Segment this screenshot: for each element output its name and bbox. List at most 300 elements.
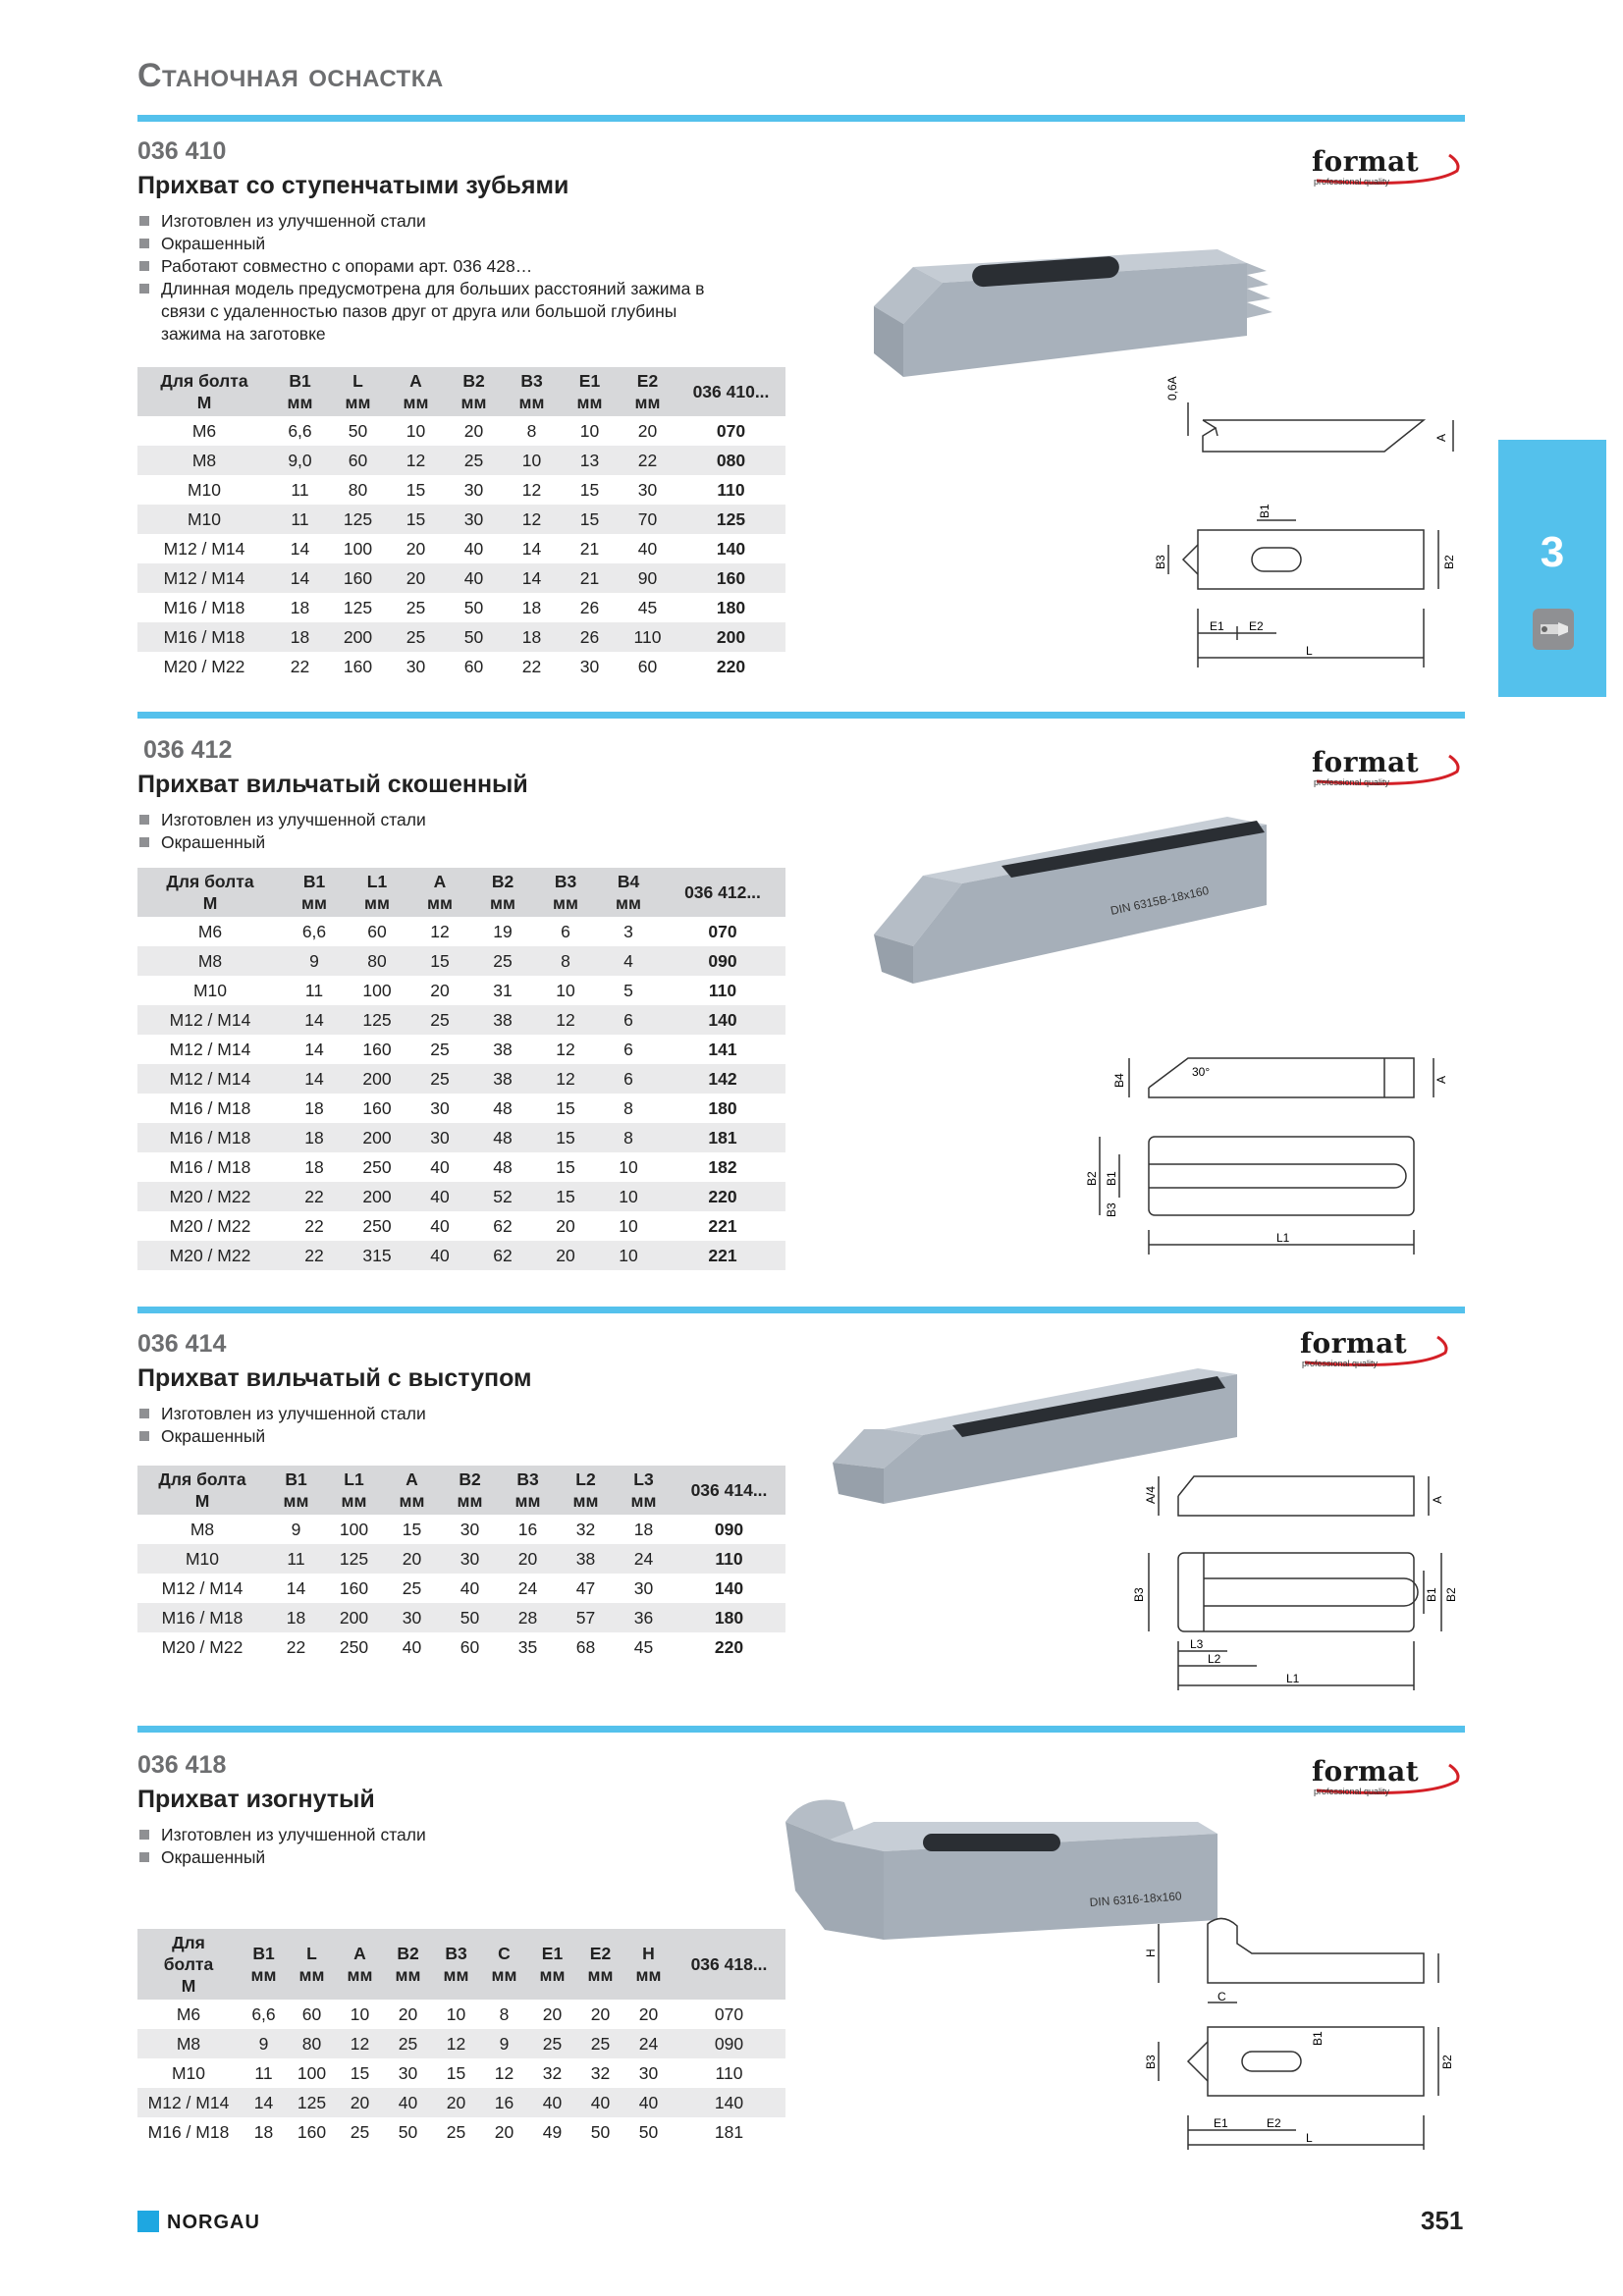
table-cell: M20 / M22 [137,1182,283,1211]
table-cell: 40 [408,1241,471,1270]
logo-subtitle: professional quality [1314,777,1390,787]
table-cell: 22 [304,1215,324,1236]
table-cell: 80 [348,479,368,500]
table-cell: 40 [408,1182,471,1211]
table-row [137,1544,785,1574]
table-cell: 14 [521,538,542,559]
table-cell: 110 [619,622,676,652]
table-cell: M12 / M14 [161,1577,243,1598]
col-header: B1 мм [271,367,329,416]
table-cell: 14 [283,1064,346,1094]
order-code-cell: 140 [660,1005,785,1035]
table-cell: 200 [346,1123,408,1152]
feature-item: Изготовлен из улучшенной стали [137,210,727,233]
table-cell: 10 [619,1156,638,1177]
table-cell: M10 [137,505,271,534]
logo-subtitle: professional quality [1314,1787,1390,1796]
table-row [137,2058,785,2088]
article-number: 036 412 [143,736,233,764]
table-cell: 18 [521,597,542,617]
col-header: L1 мм [346,868,408,917]
table-cell: 15 [350,2062,370,2083]
table-row [137,1094,785,1123]
table-cell: M20 / M22 [161,1636,243,1657]
order-code-cell: 070 [716,420,746,441]
table-cell: 5 [623,980,633,1000]
table-row [137,917,785,946]
table-cell: 9 [291,1519,301,1539]
order-code-cell: 140 [716,538,746,559]
col-header: Для болта М [137,1929,240,2000]
col-header: B2 мм [384,1929,432,2000]
table-cell: 30 [441,1544,499,1574]
order-code-cell: 125 [676,505,785,534]
svg-text:B1: B1 [1258,504,1271,518]
col-header: L2 мм [557,1466,615,1515]
product-section-036412 [137,736,1512,854]
order-code-cell: 070 [708,921,737,941]
table-cell: 25 [471,946,534,976]
table-cell: 20 [494,2121,514,2142]
table-cell: M20 / M22 [137,1241,283,1270]
table-cell: M10 [137,1544,267,1574]
table-row [137,1123,785,1152]
table-cell: 6,6 [301,921,327,941]
table-row [137,1603,785,1632]
table-cell: 315 [346,1241,408,1270]
svg-text:DIN 6315B-18x160: DIN 6315B-18x160 [1109,883,1211,918]
table-row [137,446,785,475]
col-header-code: 036 410... [676,367,785,416]
table-cell: 40 [445,563,503,593]
table-cell: M12 / M14 [137,2088,240,2117]
feature-list [137,809,1512,854]
col-header: E1 мм [561,367,619,416]
table-cell: 160 [362,1039,392,1059]
format-logo [1300,1327,1457,1376]
table-cell: 60 [329,446,387,475]
chapter-number: 3 [1540,528,1565,576]
table-row [137,593,785,622]
table-cell: 60 [460,1636,480,1657]
table-cell: 15 [561,505,619,534]
svg-text:B2: B2 [1444,1587,1458,1602]
table-cell: 21 [561,563,619,593]
table-cell: 12 [503,505,561,534]
table-cell: 25 [446,2121,466,2142]
col-header: L1 мм [325,1466,383,1515]
table-cell: 200 [329,622,387,652]
col-header: B3 мм [499,1466,557,1515]
table-cell: 15 [556,1156,575,1177]
svg-text:L: L [1306,644,1313,658]
table-cell: 6,6 [251,2003,276,2024]
table-cell: 19 [493,921,513,941]
logo-word: format [1300,1327,1408,1360]
table-cell: 40 [463,538,484,559]
col-header: A мм [387,367,445,416]
order-code-cell: 200 [676,622,785,652]
col-header: E2 мм [576,1929,624,2000]
table-cell: 38 [471,1064,534,1094]
table-cell: 36 [615,1603,673,1632]
table-cell: 25 [445,446,503,475]
svg-text:L2: L2 [1208,1652,1221,1666]
table-cell: 50 [441,1603,499,1632]
order-code-cell: 180 [708,1097,737,1118]
table-cell: 10 [350,2003,370,2024]
table-cell: M20 / M22 [163,656,245,676]
table-cell: 35 [517,1636,538,1657]
table-cell: 30 [460,1519,480,1539]
table-cell: 20 [398,2003,418,2024]
table-cell: 10 [597,1182,660,1211]
table-cell: M16 / M18 [137,1603,267,1632]
table-cell: 20 [387,563,445,593]
table-cell: 30 [463,479,484,500]
table-cell: 11 [291,479,309,500]
col-header-code: 036 418... [673,1929,785,2000]
order-code-cell: 080 [676,446,785,475]
table-cell: 160 [297,2121,327,2142]
col-header: C мм [480,1929,528,2000]
table-cell: 15 [534,1182,597,1211]
col-header: B3 мм [503,367,561,416]
table-cell: 6 [597,1005,660,1035]
table-row [137,1035,785,1064]
table-cell: M8 [137,946,283,976]
table-cell: 10 [556,980,575,1000]
section-divider [137,712,1465,719]
order-code-cell: 090 [714,1519,744,1539]
format-logo [1312,1755,1469,1804]
table-cell: 20 [637,420,658,441]
table-cell: 25 [430,1039,450,1059]
table-cell: 200 [325,1603,383,1632]
table-cell: 8 [623,1097,633,1118]
table-cell: 20 [406,538,426,559]
table-cell: 250 [362,1215,392,1236]
svg-text:B1: B1 [1105,1171,1118,1186]
table-cell: M10 [187,479,222,500]
svg-text:B3: B3 [1105,1202,1118,1217]
table-cell: 6 [597,1064,660,1094]
table-cell: 20 [430,980,450,1000]
table-cell: 15 [406,479,426,500]
table-cell: 40 [576,2088,624,2117]
table-cell: 16 [480,2088,528,2117]
svg-text:L1: L1 [1286,1672,1300,1685]
table-cell: 4 [597,946,660,976]
article-number: 036 410 [137,137,227,165]
table-cell: 15 [408,946,471,976]
spec-table-036410 [137,367,785,681]
svg-text:B1: B1 [1425,1587,1438,1602]
svg-text:B3: B3 [1144,2055,1158,2069]
order-code-cell: 160 [676,563,785,593]
table-cell: 68 [575,1636,596,1657]
table-cell: 160 [329,563,387,593]
table-row [137,946,785,976]
table-cell: 70 [619,505,676,534]
table-cell: 30 [383,1603,441,1632]
table-cell: 30 [408,1123,471,1152]
table-cell: 14 [503,563,561,593]
table-cell: 30 [430,1097,450,1118]
table-cell: 20 [383,1544,441,1574]
table-cell: M20 / M22 [169,1215,251,1236]
table-cell: 12 [521,479,542,500]
table-cell: M10 [171,2062,206,2083]
col-header: E1 мм [528,1929,576,2000]
col-header: E2 мм [619,367,676,416]
table-cell: 6 [561,921,570,941]
feature-item: Работают совместно с опорами арт. 036 428… [137,255,727,278]
table-cell: M6 [176,2003,201,2024]
table-cell: M8 [137,2029,240,2058]
product-photo-stepped-clamp [844,228,1276,385]
table-cell: 9 [240,2029,288,2058]
product-title: Прихват изогнутый [137,1786,375,1813]
svg-text:E1: E1 [1214,2116,1228,2130]
table-row [137,1005,785,1035]
table-cell: 21 [579,538,600,559]
svg-text:E2: E2 [1267,2116,1281,2130]
table-cell: 100 [343,538,373,559]
table-cell: 60 [367,921,387,941]
table-cell: 12 [534,1005,597,1035]
table-cell: 32 [575,1519,596,1539]
svg-text:L3: L3 [1190,1637,1204,1651]
table-cell: 22 [290,656,310,676]
col-header: L мм [288,1929,336,2000]
table-cell: 45 [637,597,658,617]
table-cell: 25 [402,1577,422,1598]
brand-square-icon [137,2211,159,2232]
svg-text:C: C [1217,1990,1226,2003]
col-header: B2 мм [441,1466,499,1515]
col-header: Для болта М [137,868,283,917]
col-header: A мм [408,868,471,917]
table-cell: 14 [283,1005,346,1035]
col-header: B1 мм [240,1929,288,2000]
table-cell: 10 [406,420,426,441]
table-cell: 3 [623,921,633,941]
svg-text:L1: L1 [1276,1231,1290,1245]
table-cell: 50 [398,2121,418,2142]
table-cell: 25 [528,2029,576,2058]
table-cell: 20 [534,1241,597,1270]
format-logo [1312,746,1469,795]
table-cell: M6 [197,921,223,941]
article-number: 036 414 [137,1330,227,1358]
table-cell: 20 [556,1215,575,1236]
table-cell: 57 [557,1603,615,1632]
col-header: B3 мм [432,1929,480,2000]
table-cell: M12 / M14 [137,1064,283,1094]
table-cell: 18 [253,2121,274,2142]
table-cell: 18 [633,1519,654,1539]
table-cell: 40 [430,1156,450,1177]
table-cell: 14 [286,1577,306,1598]
table-cell: 22 [283,1241,346,1270]
table-cell: 26 [579,597,600,617]
page-number: 351 [1421,2206,1464,2235]
table-cell: 6 [623,1039,633,1059]
table-cell: 50 [348,420,368,441]
table-cell: 30 [445,505,503,534]
footer-brand: NORGAU [167,2212,260,2233]
section-divider [137,1726,1465,1733]
table-cell: 125 [343,597,373,617]
svg-text:B2: B2 [1085,1171,1099,1186]
table-cell: M16 / M18 [163,597,245,617]
col-header: L3 мм [615,1466,673,1515]
svg-text:H: H [1144,1949,1158,1957]
table-cell: M12 / M14 [169,1039,251,1059]
table-cell: 250 [362,1156,392,1177]
table-cell: 28 [499,1603,557,1632]
svg-text:A/4: A/4 [1144,1485,1158,1504]
table-cell: 30 [637,479,658,500]
table-cell: 90 [619,563,676,593]
table-cell: M12 / M14 [163,538,245,559]
table-cell: 80 [288,2029,336,2058]
table-cell: 12 [430,921,450,941]
table-cell: 50 [463,597,484,617]
col-header: A мм [336,1929,384,2000]
table-cell: 15 [402,1519,422,1539]
table-cell: M16 / M18 [169,1097,251,1118]
table-cell: M6 [191,420,217,441]
table-cell: 40 [624,2088,673,2117]
table-cell: 25 [408,1005,471,1035]
svg-text:B2: B2 [1440,2055,1454,2069]
table-cell: 20 [432,2088,480,2117]
table-cell: 100 [362,980,392,1000]
table-cell: 62 [493,1215,513,1236]
table-cell: 18 [283,1123,346,1152]
technical-drawing-036412 [1085,1039,1473,1255]
table-cell: M16 / M18 [147,2121,230,2142]
technical-drawing-036418 [1129,1904,1463,2150]
feature-item: Окрашенный [137,1846,1512,1869]
order-code-cell: 181 [660,1123,785,1152]
product-photo-fork-clamp [854,807,1286,1003]
table-cell: 52 [471,1182,534,1211]
table-row [137,1241,785,1270]
table-row [137,1064,785,1094]
table-cell: 48 [493,1156,513,1177]
svg-text:B3: B3 [1154,555,1167,569]
table-cell: 60 [301,2003,322,2024]
order-code-cell: 221 [708,1215,737,1236]
product-title: Прихват со ступенчатыми зубьями [137,172,569,199]
table-row [137,534,785,563]
svg-text:0,6A: 0,6A [1165,376,1179,400]
table-cell: 14 [271,563,329,593]
table-cell: 38 [557,1544,615,1574]
technical-drawing-036410 [1154,373,1473,667]
table-cell: 25 [384,2029,432,2058]
col-header: B1 мм [267,1466,325,1515]
table-cell: 6,6 [288,420,312,441]
product-title: Прихват вильчатый скошенный [137,771,528,798]
table-cell: 45 [633,1636,654,1657]
table-cell: 38 [493,1039,513,1059]
page-title: Станочная оснастка [137,57,444,94]
table-cell: M16 / M18 [137,622,271,652]
table-cell: 12 [494,2062,514,2083]
col-header-code: 036 412... [660,868,785,917]
table-cell: 40 [384,2088,432,2117]
table-cell: 31 [493,980,513,1000]
table-cell: 13 [561,446,619,475]
table-cell: 14 [304,1039,324,1059]
table-cell: 30 [406,656,426,676]
order-code-cell: 221 [660,1241,785,1270]
spec-table-036414 [137,1466,785,1662]
logo-subtitle: professional quality [1302,1359,1379,1368]
table-cell: 160 [343,656,373,676]
table-cell: 11 [254,2062,273,2083]
table-cell: 38 [471,1005,534,1035]
table-cell: 100 [297,2062,327,2083]
table-cell: 62 [471,1241,534,1270]
svg-text:L: L [1306,2131,1313,2145]
order-code-cell: 140 [714,1577,744,1598]
table-cell: 15 [579,479,600,500]
feature-item: Изготовлен из улучшенной стали [137,1824,1512,1846]
table-cell: 20 [590,2003,611,2024]
svg-text:E1: E1 [1210,619,1224,633]
table-cell: 125 [329,505,387,534]
order-code-cell: 182 [708,1156,737,1177]
table-cell: 30 [579,656,600,676]
order-code-cell: 110 [717,479,745,500]
table-cell: 12 [534,1064,597,1094]
table-cell: 15 [446,2062,466,2083]
order-code-cell: 220 [716,656,746,676]
table-cell: 8 [597,1123,660,1152]
section-divider [137,1307,1465,1313]
order-code-cell: 090 [660,946,785,976]
chapter-tab[interactable] [1498,440,1606,697]
table-cell: 125 [288,2088,336,2117]
table-cell: 15 [556,1097,575,1118]
table-cell: 10 [579,420,600,441]
table-cell: 160 [362,1097,392,1118]
table-cell: 60 [637,656,658,676]
table-cell: 9,0 [271,446,329,475]
table-cell: 200 [346,1182,408,1211]
table-cell: 14 [290,538,310,559]
table-cell: M8 [137,446,271,475]
product-section-036410 [137,137,1512,346]
table-cell: 25 [576,2029,624,2058]
table-cell: 47 [575,1577,596,1598]
feature-item: Окрашенный [137,831,1512,854]
table-cell: 11 [271,505,329,534]
svg-text:B2: B2 [1442,555,1456,569]
svg-text:A: A [1431,1495,1444,1504]
table-cell: M12 / M14 [137,1005,283,1035]
table-cell: 100 [339,1519,369,1539]
table-row [137,622,785,652]
table-cell: 40 [430,1215,450,1236]
order-code-cell: 142 [660,1064,785,1094]
table-row [137,1515,785,1544]
